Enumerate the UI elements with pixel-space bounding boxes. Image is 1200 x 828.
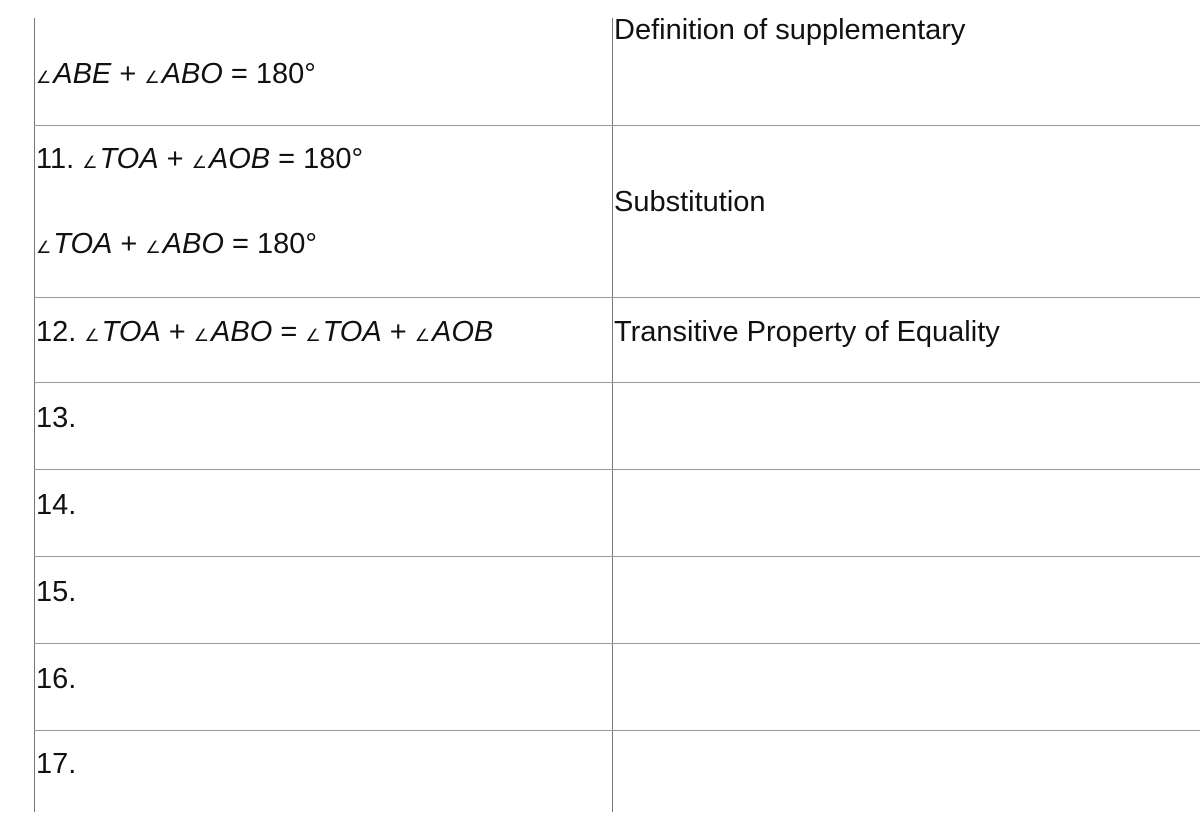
angle-name: ABO <box>211 316 273 348</box>
row-divider <box>34 469 1200 470</box>
statement <box>36 57 316 95</box>
angle-symbol: ∠ <box>82 153 98 172</box>
statement <box>36 315 493 353</box>
statement <box>36 575 76 609</box>
statement-text: 11. <box>36 143 83 175</box>
angle-symbol: ∠ <box>191 153 207 172</box>
column-divider <box>612 18 613 812</box>
row-divider <box>34 125 1200 126</box>
angle-name: TOA <box>53 228 113 260</box>
angle-symbol: ∠ <box>193 326 210 345</box>
statement-text: 12. <box>36 316 85 348</box>
statement-text: = 180° <box>223 228 317 260</box>
reason: Definition of supplementary <box>614 14 966 46</box>
statement-text: 17. <box>36 748 77 780</box>
reason: Transitive Property of Equality <box>614 316 1000 348</box>
statement-text: = 180° <box>222 58 316 90</box>
statement <box>36 142 363 180</box>
statement-text: + <box>381 316 415 348</box>
statement <box>36 401 76 435</box>
row-divider <box>34 730 1200 731</box>
angle-symbol: ∠ <box>36 68 52 87</box>
angle-symbol: ∠ <box>414 326 430 345</box>
angle-symbol: ∠ <box>84 326 100 345</box>
statement <box>36 662 76 696</box>
statement-text: = <box>272 316 306 348</box>
angle-symbol: ∠ <box>305 326 321 345</box>
statement-text: 16. <box>36 663 77 695</box>
angle-name: TOA <box>322 316 382 348</box>
row-divider <box>34 643 1200 644</box>
angle-name: TOA <box>99 143 159 175</box>
angle-symbol: ∠ <box>145 238 161 257</box>
reason: Substitution <box>614 186 766 218</box>
statement <box>36 488 76 522</box>
statement-text: 14. <box>36 489 77 521</box>
statement-text: + <box>160 316 194 348</box>
angle-name: ABO <box>162 228 224 260</box>
angle-symbol: ∠ <box>36 238 52 257</box>
statement-text: + <box>111 58 145 90</box>
statement <box>36 747 76 781</box>
angle-name: AOB <box>208 143 271 175</box>
angle-name: ABO <box>161 58 223 90</box>
statement-text: = 180° <box>270 143 364 175</box>
row-divider <box>34 297 1200 298</box>
row-divider <box>34 382 1200 383</box>
statement-text: 13. <box>36 402 77 434</box>
angle-symbol: ∠ <box>144 68 160 87</box>
row-divider <box>34 556 1200 557</box>
statement-text: + <box>112 228 146 260</box>
angle-name: AOB <box>432 316 494 348</box>
statement-text: + <box>158 143 192 175</box>
left-border <box>34 18 35 812</box>
statement <box>36 227 317 265</box>
angle-name: TOA <box>101 316 161 348</box>
statement-text: 15. <box>36 576 77 608</box>
angle-name: ABE <box>53 58 112 90</box>
